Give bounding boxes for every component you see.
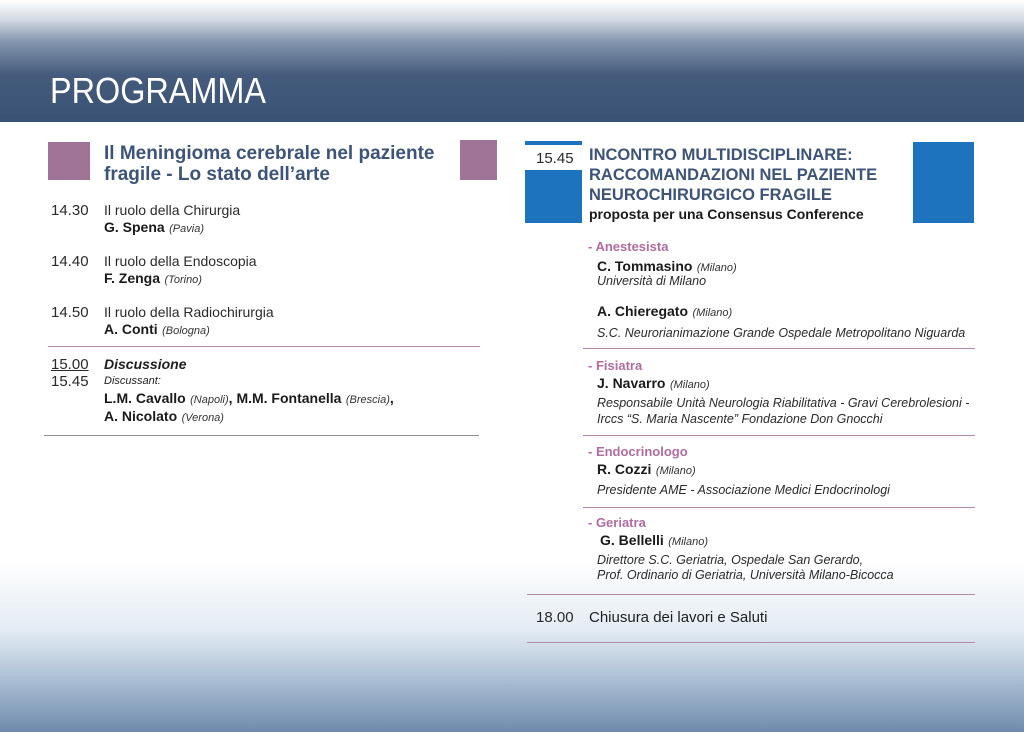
discussant-line-1	[104, 390, 394, 408]
time-1440: 14.40	[51, 253, 89, 270]
speaker-line-navarro	[597, 375, 710, 393]
title-line3: NEUROCHIRURGICO FRAGILE	[589, 186, 832, 204]
speaker-line-zenga	[104, 270, 202, 288]
blue-square-right	[913, 142, 974, 223]
speaker-city: (Milano)	[692, 307, 733, 319]
discussant-label: Discussant:	[104, 375, 161, 387]
talk-radiochirurgia: Il ruolo della Radiochirurgia	[104, 304, 274, 320]
role-fisiatra: - Fisiatra	[588, 358, 643, 373]
purple-square-right	[460, 140, 497, 180]
speaker-line-bellelli	[600, 532, 708, 550]
section-title-meningioma	[104, 143, 464, 185]
affiliation-line2: Irccs “S. Maria Nascente” Fondazione Don Gnocchi	[597, 412, 883, 426]
section-subtitle: proposta per una Consensus Conference	[589, 206, 864, 222]
speaker-name: C. Tommasino	[597, 258, 693, 274]
header-banner	[0, 0, 1024, 122]
role-anestesista: - Anestesista	[588, 239, 669, 254]
role-geriatra: - Geriatra	[588, 515, 646, 530]
divider	[527, 594, 975, 595]
speaker-city: (Milano)	[655, 465, 696, 477]
section-title-line2: fragile - Lo stato dell’arte	[104, 164, 330, 185]
discussant-city: (Brescia)	[345, 394, 390, 406]
speaker-city: (Milano)	[696, 262, 737, 274]
divider	[583, 348, 975, 349]
time-1545-left: 15.45	[51, 373, 89, 390]
section-title-multidisciplinare	[589, 145, 909, 205]
affiliation: S.C. Neurorianimazione Grande Ospedale Metropolitano Niguarda	[597, 326, 966, 340]
speaker-line-conti	[104, 321, 210, 339]
discussion-title: Discussione	[104, 356, 187, 372]
divider	[583, 435, 975, 436]
affiliation: Presidente AME - Associazione Medici Endocrinologi	[597, 483, 890, 497]
purple-square-left	[48, 142, 90, 180]
affiliation-line1: Responsabile Unità Neurologia Riabilitativa - Gravi Cerebrolesioni -	[597, 396, 970, 410]
divider	[48, 346, 480, 347]
role-endocrinologo: - Endocrinologo	[588, 444, 688, 459]
affiliation-line2: Prof. Ordinario di Geriatria, Università Milano-Bicocca	[597, 568, 894, 582]
divider	[527, 642, 975, 643]
speaker-line-cozzi	[597, 461, 696, 479]
closing-text: Chiusura dei lavori e Saluti	[589, 609, 768, 626]
speaker-city: (Torino)	[164, 274, 202, 286]
speaker-name: F. Zenga	[104, 270, 161, 286]
separator: ,	[389, 390, 394, 406]
discussant-name: L.M. Cavallo	[104, 390, 186, 406]
speaker-line-spena	[104, 219, 204, 237]
divider	[44, 435, 479, 436]
talk-chirurgia: Il ruolo della Chirurgia	[104, 202, 241, 218]
affiliation-line1: Direttore S.C. Geriatria, Ospedale San Gerardo,	[597, 553, 864, 567]
time-tab-box	[525, 141, 582, 145]
discussant-line-2	[104, 408, 224, 426]
time-1430: 14.30	[51, 202, 89, 219]
speaker-city: (Milano)	[669, 379, 710, 391]
speaker-name: A. Conti	[104, 321, 158, 337]
blue-square-left	[525, 170, 582, 223]
title-line1: INCONTRO MULTIDISCIPLINARE:	[589, 146, 853, 164]
discussant-name: A. Nicolato	[104, 408, 178, 424]
speaker-name: G. Bellelli	[600, 532, 664, 548]
speaker-name: R. Cozzi	[597, 461, 652, 477]
speaker-name: A. Chieregato	[597, 303, 689, 319]
section-title-line1: Il Meningioma cerebrale nel paziente	[104, 143, 435, 164]
separator: ,	[228, 390, 237, 406]
speaker-name: G. Spena	[104, 219, 165, 235]
time-1800: 18.00	[536, 609, 574, 626]
discussant-city: (Verona)	[181, 412, 224, 424]
page-title: PROGRAMMA	[50, 70, 267, 111]
talk-endoscopia: Il ruolo della Endoscopia	[104, 253, 257, 269]
discussant-name: M.M. Fontanella	[236, 390, 342, 406]
time-1450: 14.50	[51, 304, 89, 321]
speaker-name: J. Navarro	[597, 375, 666, 391]
speaker-city: (Bologna)	[162, 325, 210, 337]
affiliation: Università di Milano	[597, 274, 707, 288]
time-1500: 15.00	[51, 356, 89, 373]
speaker-city: (Pavia)	[169, 223, 204, 235]
discussant-city: (Napoli)	[190, 394, 229, 406]
speaker-city: (Milano)	[668, 536, 708, 548]
title-line2: RACCOMANDAZIONI NEL PAZIENTE	[589, 166, 878, 184]
time-1545-right: 15.45	[536, 150, 574, 167]
speaker-line-chieregato	[597, 303, 732, 321]
divider	[583, 507, 975, 508]
